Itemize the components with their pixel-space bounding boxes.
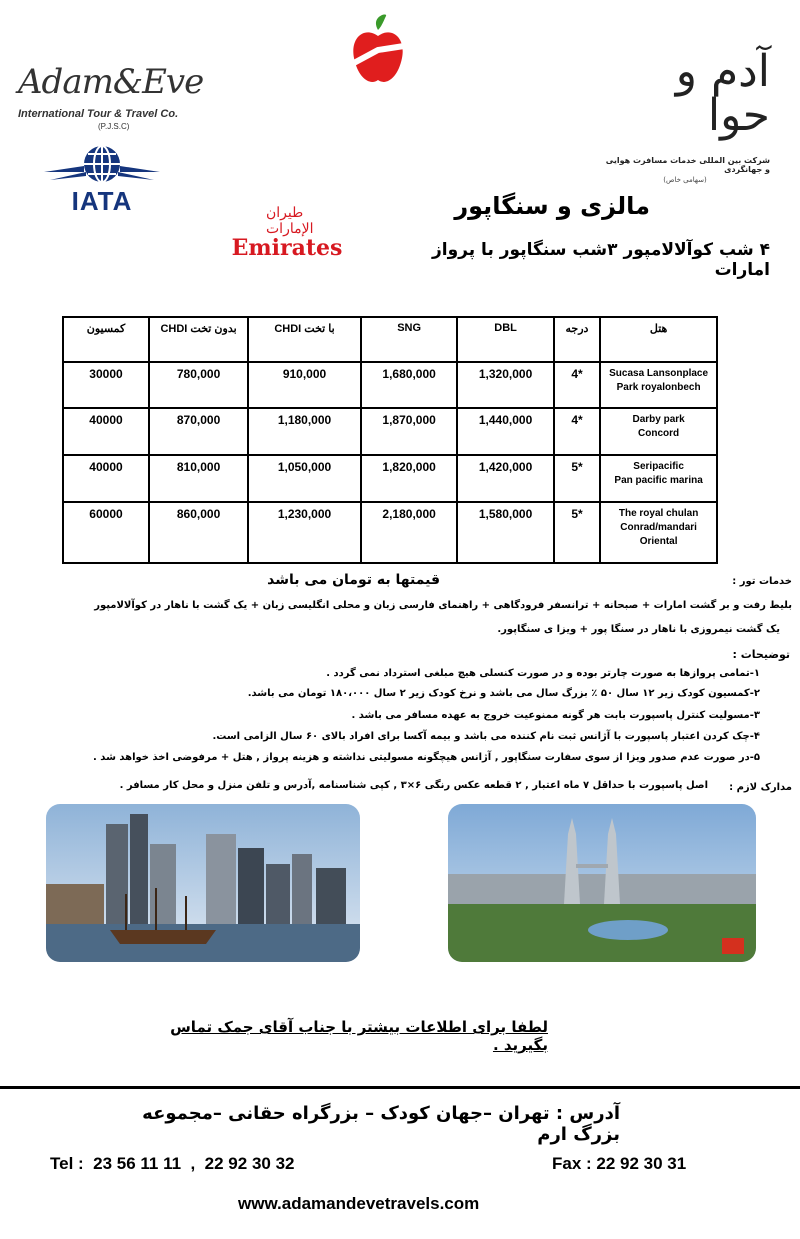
hotel-name: Seripacific — [633, 461, 684, 473]
note-item-1: ۱-تمامی پروازها به صورت چارتر بوده و در صورت کنسلی هیچ مبلغی استرداد نمی گردد . — [326, 668, 760, 679]
emirates-logo-english: Emirates — [231, 235, 343, 261]
note-item-2: ۲-کمسیون کودک زیر ۱۲ سال ۵۰ ٪ بزرگ سال می باشد و نرخ کودک زیر ۲ سال ۱۸۰،۰۰۰ تومان می باشد. — [247, 688, 760, 699]
table-header-row — [63, 317, 717, 362]
cell-hotel — [600, 408, 717, 455]
brand-subtitle-fa: شرکت بین المللی خدمات مسافرت هوایی و جهانگردی — [605, 156, 770, 174]
cell-chd-nobed: 860,000 — [149, 502, 248, 563]
brand-logo-fa — [600, 46, 770, 184]
brand-logo-en — [18, 62, 218, 131]
price-table — [62, 316, 718, 564]
cell-hotel — [600, 502, 717, 563]
cell-dbl: 1,320,000 — [457, 362, 553, 409]
header-sng: SNG — [361, 317, 457, 362]
hotel-name: Oriental — [639, 535, 678, 547]
cell-commission: 40000 — [63, 455, 149, 502]
cell-commission: 40000 — [63, 408, 149, 455]
cell-dbl: 1,420,000 — [457, 455, 553, 502]
price-note: قیمتها به تومان می باشد — [267, 572, 440, 588]
table-row — [63, 362, 717, 409]
hotel-name: Concord — [638, 428, 680, 440]
cell-chd-nobed: 780,000 — [149, 362, 248, 409]
cell-chd-nobed: 870,000 — [149, 408, 248, 455]
kuala-lumpur-photo — [448, 804, 756, 962]
page-title: مالزی و سنگاپور — [454, 192, 650, 220]
hotel-name: Sucasa Lansonplace — [609, 367, 709, 379]
brand-subtitle-en: International Tour & Travel Co. — [18, 108, 179, 120]
contact-instruction: لطفا برای اطلاعات بیشتر با جناب آقای جمک تماس بگیرید . — [170, 1018, 548, 1054]
hotel-name: Park royalonbech — [616, 381, 701, 393]
cell-commission: 30000 — [63, 362, 149, 409]
table-row — [63, 502, 717, 563]
emirates-logo-arabic: طيران الإمارات — [266, 205, 314, 237]
apple-logo — [348, 8, 408, 88]
hotel-name: Pan pacific marina — [614, 475, 703, 487]
brand-name-en: Adam&Eve — [18, 62, 204, 102]
cell-sng: 2,180,000 — [361, 502, 457, 563]
services-line-2: یک گشت نیمروزی با ناهار در سنگا پور + ویزا ی سنگاپور. — [497, 624, 780, 635]
documents-label: مدارک لازم : — [729, 782, 792, 793]
header-dbl: DBL — [457, 317, 553, 362]
footer-divider — [0, 1086, 800, 1089]
cell-chd-nobed: 810,000 — [149, 455, 248, 502]
cell-dbl: 1,580,000 — [457, 502, 553, 563]
footer-fax: Fax : 22 92 30 31 — [552, 1154, 687, 1173]
cell-sng: 1,680,000 — [361, 362, 457, 409]
singapore-photo — [46, 804, 360, 962]
hotel-name: Conrad/mandari — [620, 521, 697, 533]
note-item-4: ۴-چک کردن اعتبار پاسپورت با آژانس ثبت نام کننده می باشد و بیمه آکسا برای افراد بالای ۶۰ سال الزامی است. — [212, 731, 760, 742]
notes-label: توضیحات : — [732, 648, 790, 661]
cell-sng: 1,820,000 — [361, 455, 457, 502]
brand-name-fa: آدم و حوا — [675, 46, 770, 141]
emirates-logo — [222, 205, 354, 267]
table-row — [63, 408, 717, 455]
cell-hotel — [600, 362, 717, 409]
note-item-3: ۳-مسولیت کنترل پاسپورت بابت هر گونه ممنوعیت خروج به عهده مسافر می باشد . — [351, 710, 760, 721]
cell-chd-bed: 1,230,000 — [248, 502, 361, 563]
cell-sng: 1,870,000 — [361, 408, 457, 455]
documents-text: اصل پاسپورت با حداقل ۷ ماه اعتبار , ۲ قطعه عکس رنگی ۶×۳ , کپی شناسنامه ,آدرس و تلفن منزل و محل کار مسافر . — [119, 780, 708, 791]
note-item-5: ۵-در صورت عدم صدور ویزا از سوی سفارت سنگاپور , آژانس هیچگونه مسولیتی نداشته و هزینه پرواز , هتل + مرفوضی اخذ خواهد شد . — [93, 752, 760, 763]
header-chd-nobed: CHDI بدون تخت — [149, 317, 248, 362]
cell-commission: 60000 — [63, 502, 149, 563]
header-hotel: هتل — [600, 317, 717, 362]
footer-address: آدرس : تهران –جهان کودک – بزرگراه حقانی –مجموعه بزرگ ارم — [142, 1103, 620, 1145]
cell-chd-bed: 1,050,000 — [248, 455, 361, 502]
cell-hotel — [600, 455, 717, 502]
globe-icon — [44, 142, 160, 190]
footer-telephone: Tel : 23 56 11 11 , 22 92 30 32 — [50, 1154, 295, 1173]
iata-wordmark: IATA — [71, 186, 133, 216]
cell-chd-bed: 910,000 — [248, 362, 361, 409]
footer-website-link[interactable]: www.adamandevetravels.com — [238, 1194, 480, 1213]
brand-type-fa: (سهامی خاص) — [663, 176, 707, 184]
services-line-1: بلیط رفت و بر گشت امارات + صبحانه + ترانسفر فرودگاهی + راهنمای فارسی زبان و محلی انگلیسی زبان + یک گشت با ناهار در کوآلالامپور — [94, 600, 792, 611]
cell-grade: 4* — [554, 408, 600, 455]
brand-psc: (P.J.S.C) — [98, 122, 130, 131]
cell-grade: 4* — [554, 362, 600, 409]
header-commission: کمسیون — [63, 317, 149, 362]
services-label: خدمات تور : — [732, 576, 792, 587]
iata-logo — [44, 142, 160, 216]
cell-grade: 5* — [554, 455, 600, 502]
table-row — [63, 455, 717, 502]
cell-chd-bed: 1,180,000 — [248, 408, 361, 455]
hotel-name: The royal chulan — [618, 507, 699, 519]
header-chd-bed: CHDI با تخت — [248, 317, 361, 362]
page-subtitle: ۴ شب کوآلالامپور ۳شب سنگاپور با پرواز امارات — [432, 240, 770, 280]
header-grade: درجه — [554, 317, 600, 362]
cell-dbl: 1,440,000 — [457, 408, 553, 455]
hotel-name: Darby park — [632, 414, 685, 426]
cell-grade: 5* — [554, 502, 600, 563]
